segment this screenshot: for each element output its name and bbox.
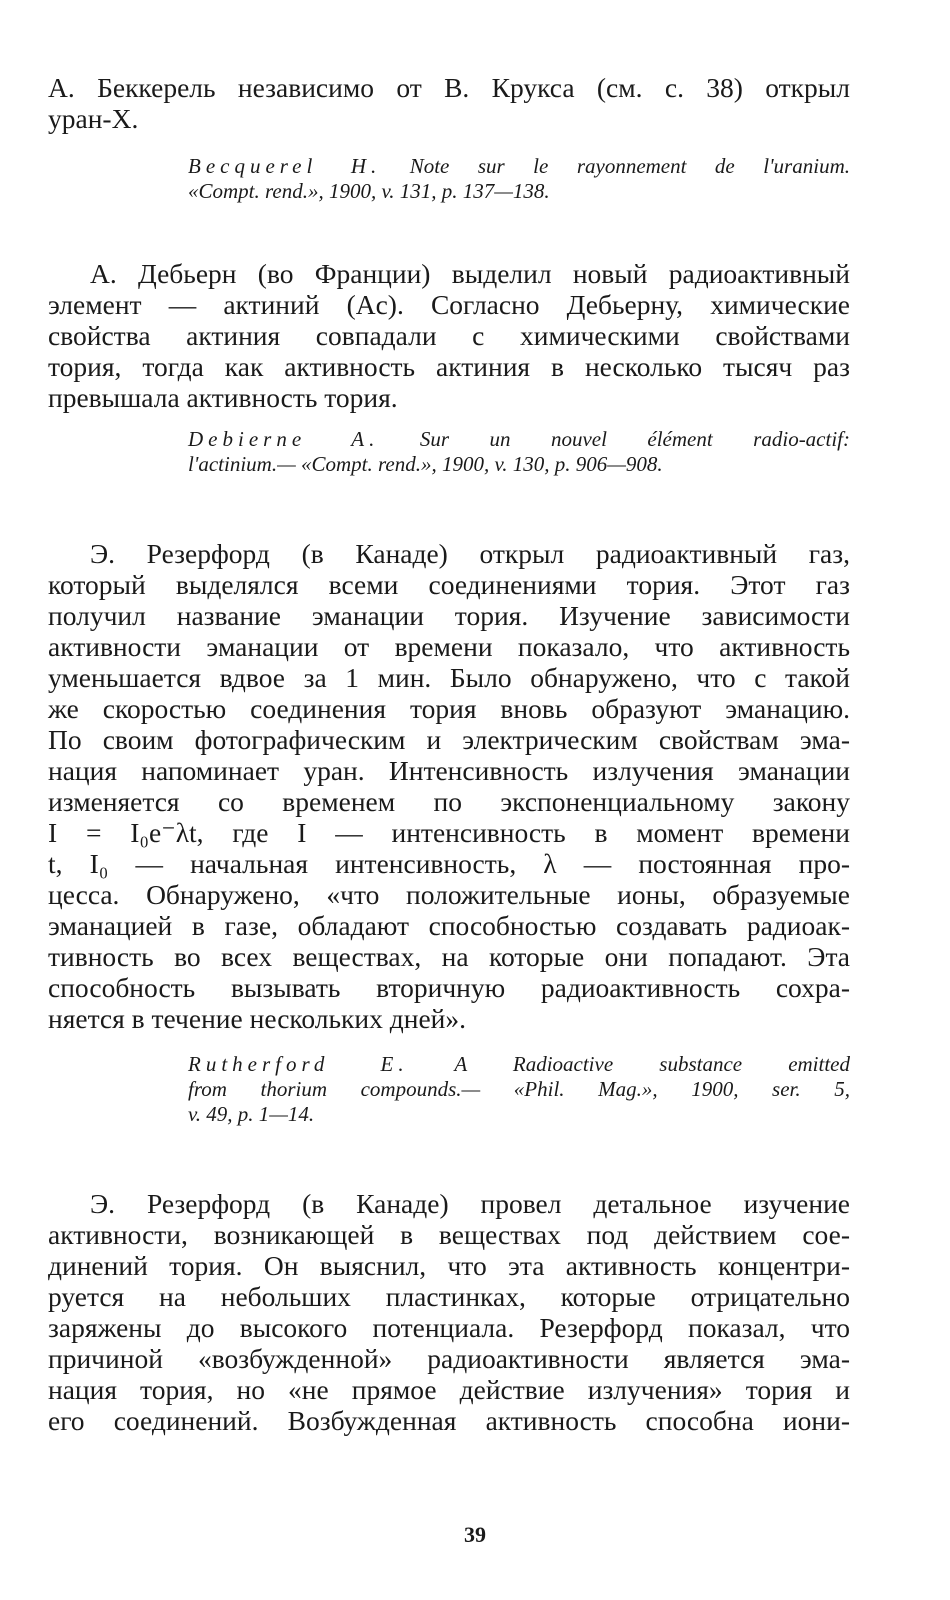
entry-4 <box>48 1188 850 1436</box>
reference-author: Debierne A. <box>188 427 380 451</box>
text-line: активности эманации от времени показало, что активность <box>48 631 850 662</box>
entry-3-text <box>48 538 850 1034</box>
text-line: свойства актиния совпадали с химическими свойствами <box>48 320 850 351</box>
text-line: уменьшается вдвое за 1 мин. Было обнаружено, что с такой <box>48 662 850 693</box>
text-line: I = I₀e⁻λt, где I — интенсивность в момент времени <box>48 817 850 848</box>
reference-2 <box>188 427 850 477</box>
text-line: эманацией в газе, обладают способностью создавать радиоак- <box>48 910 850 941</box>
text-line: способность вызывать вторичную радиоактивность сохра- <box>48 972 850 1003</box>
text-line: тивность во всех веществах, на которые они попадают. Эта <box>48 941 850 972</box>
text-line: динений тория. Он выяснил, что эта активность концентри- <box>48 1250 850 1281</box>
entry-2 <box>48 258 850 477</box>
text-line: заряжены до высокого потенциала. Резерфорд показал, что <box>48 1312 850 1343</box>
text-line: его соединений. Возбужденная активность способна иони- <box>48 1405 850 1436</box>
text-line: который выделялся всеми соединениями тория. Этот газ <box>48 569 850 600</box>
reference-author: Becquerel H. <box>188 154 382 178</box>
entry-3 <box>48 538 850 1127</box>
reference-author: Rutherford E. <box>188 1052 409 1076</box>
text-line: А. Беккерель независимо от В. Крукса (см. с. 38) открыл <box>48 72 850 103</box>
entry-4-text <box>48 1188 850 1436</box>
text-line: причиной «возбужденной» радиоактивности является эма- <box>48 1343 850 1374</box>
entry-1-text <box>48 72 850 134</box>
text-line: цесса. Обнаружено, «что положительные ионы, образуемые <box>48 879 850 910</box>
text-line: нация напоминает уран. Интенсивность излучения эманации <box>48 755 850 786</box>
reference-text: v. 49, p. 1—14. <box>188 1102 315 1126</box>
text-line: По своим фотографическим и электрическим свойствам эма- <box>48 724 850 755</box>
text-line: изменяется со временем по экспоненциальному закону <box>48 786 850 817</box>
text-line: активности, возникающей в веществах под действием сое- <box>48 1219 850 1250</box>
text-line: А. Дебьерн (во Франции) выделил новый радиоактивный <box>90 258 850 289</box>
text-line: Э. Резерфорд (в Канаде) открыл радиоактивный газ, <box>90 538 850 569</box>
reference-text: from thorium compounds.— «Phil. Mag.», 1900, ser. 5, <box>188 1077 850 1101</box>
text-line: руется на небольших пластинках, которые отрицательно <box>48 1281 850 1312</box>
reference-3 <box>188 1052 850 1127</box>
page-number: 39 <box>464 1522 486 1547</box>
text-line: же скоростью соединения тория вновь образуют эманацию. <box>48 693 850 724</box>
text-line: Э. Резерфорд (в Канаде) провел детальное изучение <box>90 1188 850 1219</box>
reference-text: l'actinium.— «Compt. rend.», 1900, v. 130, p. 906—908. <box>188 452 663 476</box>
text-line: превышала активность тория. <box>48 382 398 413</box>
text-line: тория, тогда как активность актиния в несколько тысяч раз <box>48 351 850 382</box>
reference-1 <box>188 154 850 204</box>
reference-text: A Radioactive substance emitted <box>454 1052 851 1076</box>
text-line: уран-Х. <box>48 103 139 134</box>
reference-text: «Compt. rend.», 1900, v. 131, p. 137—138. <box>188 179 550 203</box>
reference-text: Sur un nouvel élément radio-actif: <box>419 427 851 451</box>
entry-1 <box>48 72 850 204</box>
text-line: получил название эманации тория. Изучение зависимости <box>48 600 850 631</box>
text-line: няется в течение нескольких дней». <box>48 1003 466 1034</box>
reference-text: Note sur le rayonnement de l'uranium. <box>409 154 850 178</box>
text-line: элемент — актиний (Ac). Согласно Дебьерну, химические <box>48 289 850 320</box>
text-line: t, I₀ — начальная интенсивность, λ — постоянная про- <box>48 848 850 879</box>
text-line: нация тория, но «не прямое действие излучения» тория и <box>48 1374 850 1405</box>
entry-2-text <box>48 258 850 413</box>
